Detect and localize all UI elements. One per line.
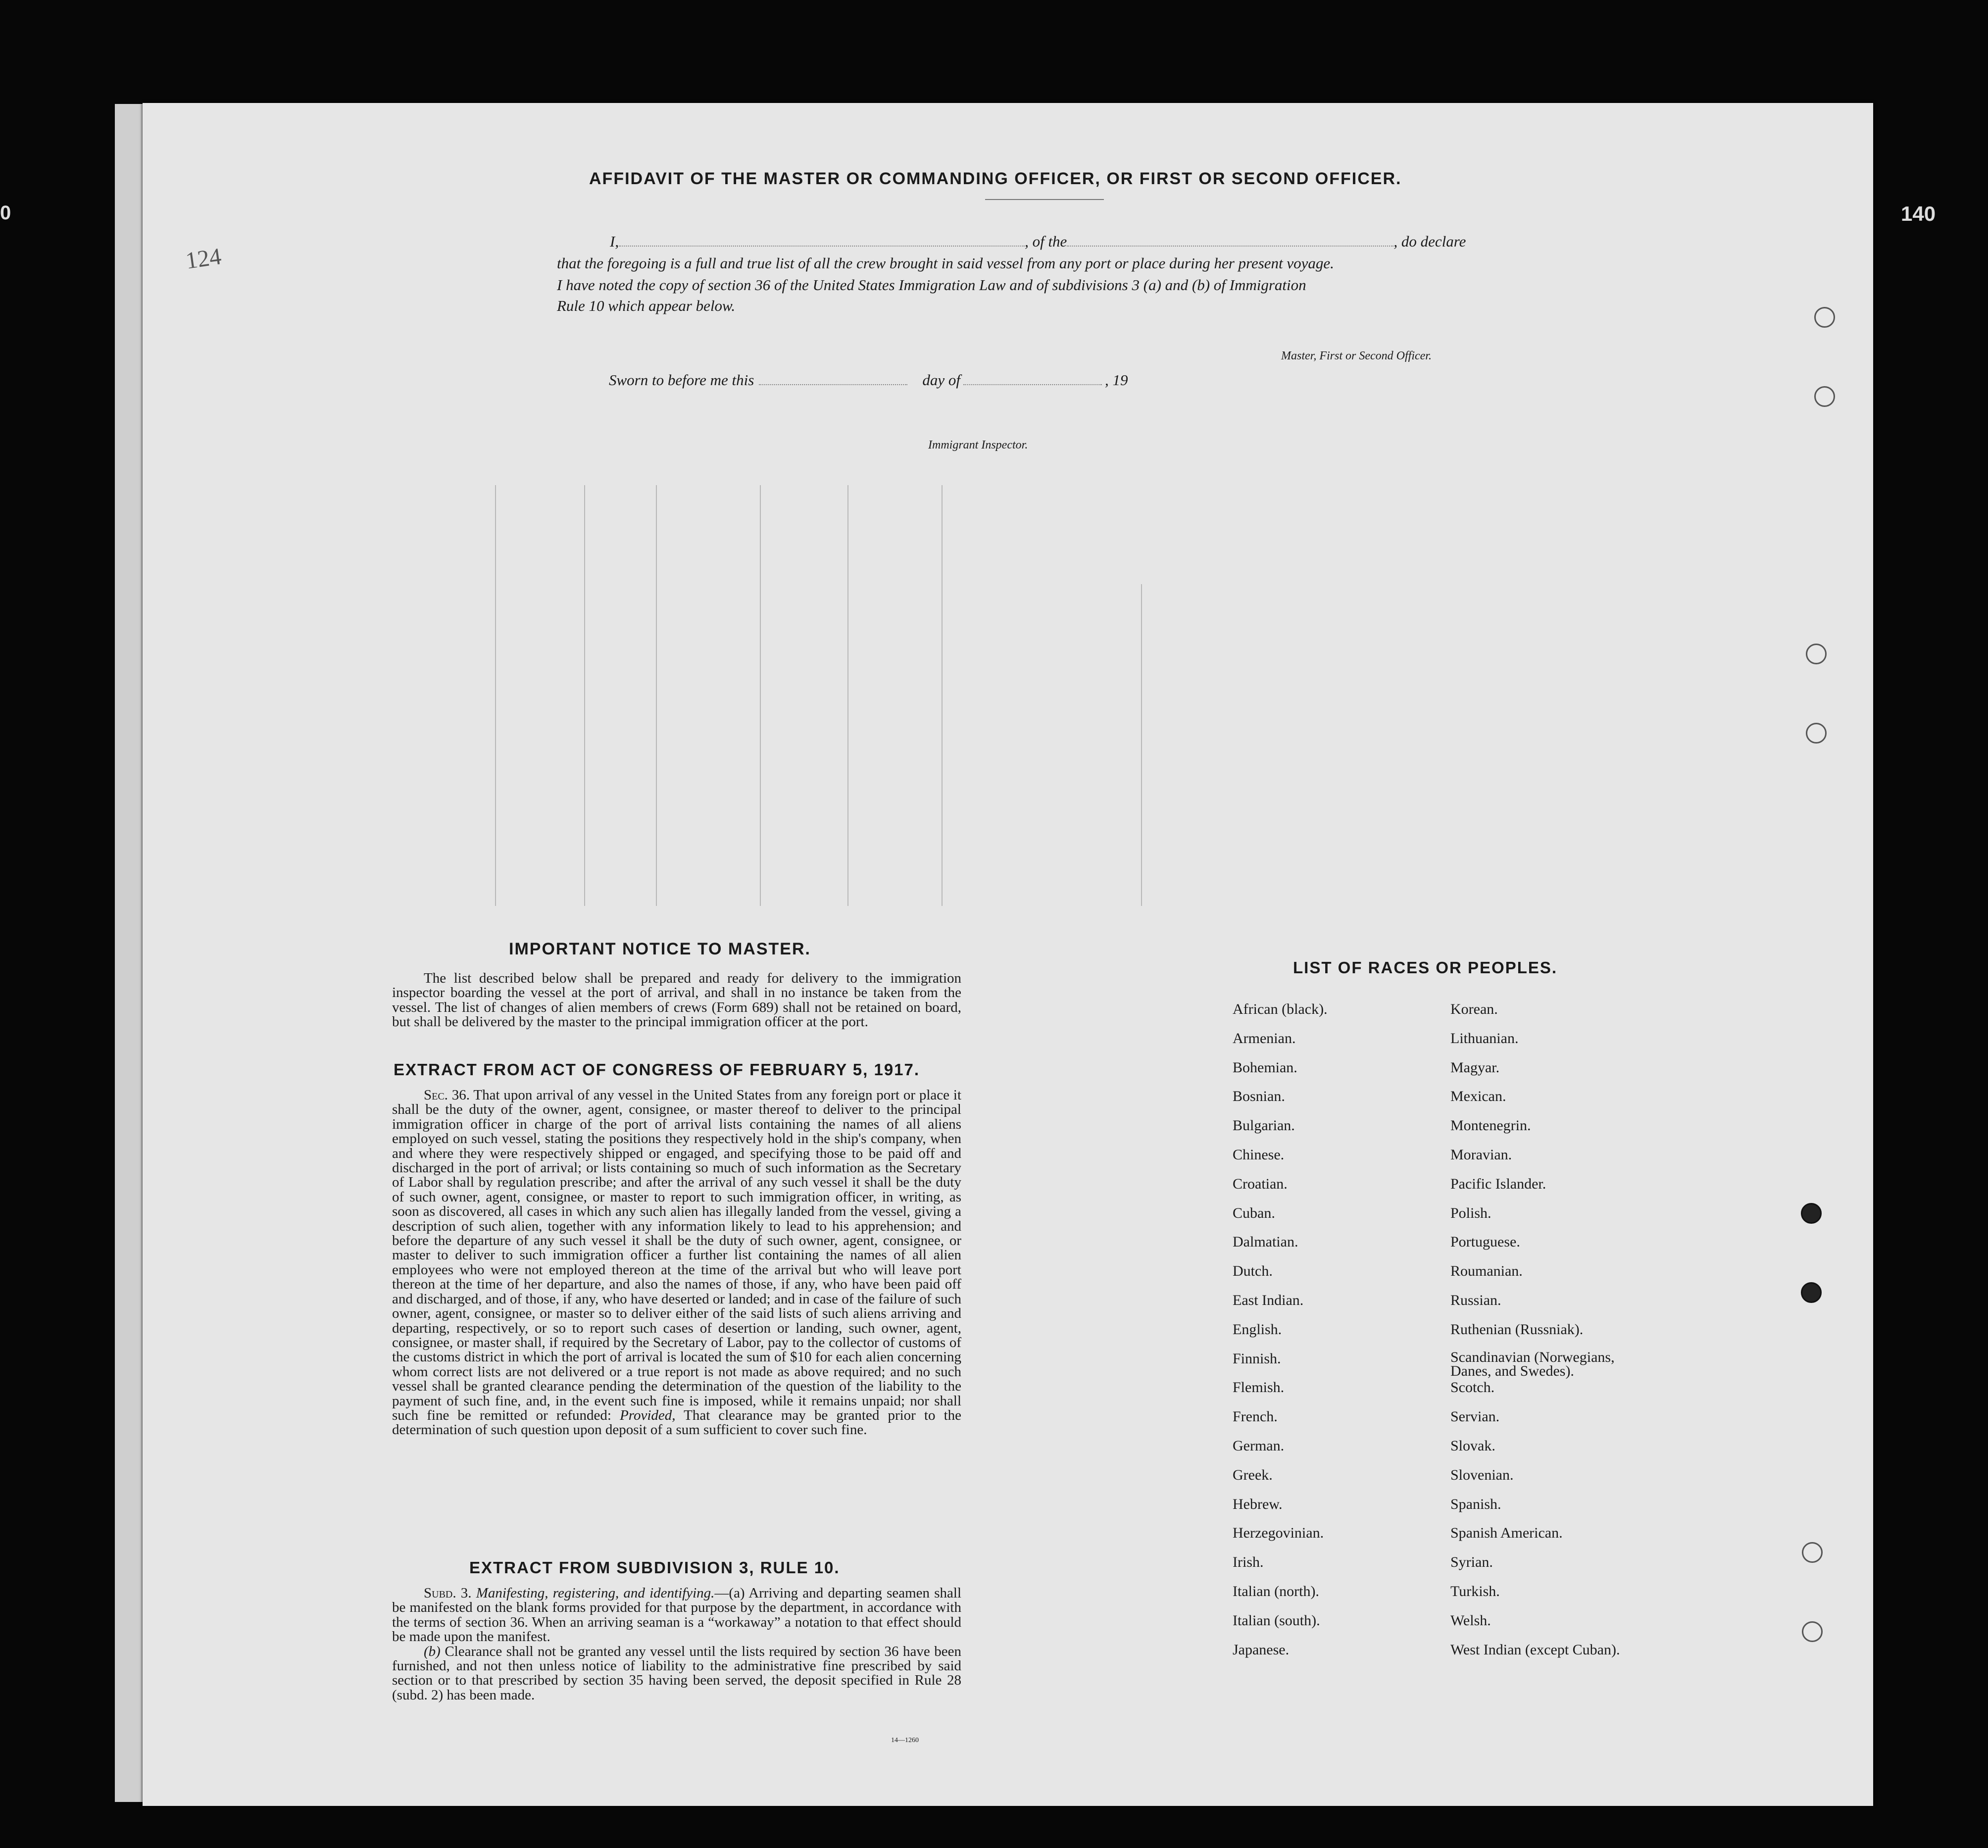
affidavit-line-3: I have noted the copy of section 36 of the United States Immigration Law and of subdivisions 3 (a) and (b) of Immigration — [557, 276, 1306, 294]
race-row — [1450, 1379, 1658, 1408]
race-name: Armenian. — [1233, 1030, 1296, 1047]
race-name: Polish. — [1450, 1204, 1491, 1221]
race-name: Portuguese. — [1450, 1234, 1520, 1250]
column-rule — [760, 485, 761, 906]
name-blank — [619, 246, 1025, 247]
race-row — [1450, 1350, 1658, 1380]
races-left-column — [1233, 1001, 1328, 1670]
punch-hole — [1806, 723, 1827, 744]
race-name: Turkish. — [1450, 1583, 1500, 1599]
race-name: Spanish. — [1450, 1496, 1501, 1512]
race-name: Spanish American. — [1450, 1525, 1563, 1542]
race-row — [1450, 1554, 1658, 1583]
race-row — [1233, 1350, 1328, 1380]
section-label: Sec. 36. — [424, 1087, 470, 1103]
day-of-label: day of — [922, 371, 960, 389]
race-name: Pacific Islander. — [1450, 1175, 1546, 1192]
race-name: Magyar. — [1450, 1059, 1500, 1076]
race-name: Flemish. — [1233, 1379, 1285, 1396]
race-name: Moravian. — [1450, 1146, 1512, 1163]
affidavit-title: AFFIDAVIT OF THE MASTER OR COMMANDING OFFICER, OR FIRST OR SECOND OFFICER. — [589, 169, 1402, 188]
race-row — [1450, 1234, 1658, 1263]
form-number: 14—1260 — [891, 1737, 919, 1744]
race-row — [1233, 1117, 1328, 1147]
race-row — [1233, 1176, 1328, 1205]
races-right-table — [1450, 1001, 1658, 1670]
race-row — [1450, 1525, 1658, 1554]
race-row — [1233, 1379, 1328, 1408]
proviso-label: Provided, — [620, 1407, 676, 1423]
column-rule — [495, 485, 496, 906]
race-row — [1233, 1059, 1328, 1089]
race-name: Lithuanian. — [1450, 1030, 1519, 1047]
race-row — [1450, 1205, 1658, 1234]
race-name: Slovenian. — [1450, 1466, 1514, 1483]
punch-hole — [1801, 1282, 1822, 1303]
vessel-blank — [1067, 246, 1393, 247]
subdivision-a-paragraph — [392, 1586, 961, 1645]
race-row — [1450, 1088, 1658, 1117]
race-row — [1233, 1554, 1328, 1583]
punch-hole — [1806, 644, 1827, 664]
race-name: Croatian. — [1233, 1175, 1288, 1192]
sworn-line — [609, 371, 1128, 389]
race-row — [1233, 1321, 1328, 1350]
race-name: Montenegrin. — [1450, 1117, 1531, 1134]
left-edge-number: 0 — [0, 202, 11, 224]
race-name: Russian. — [1450, 1292, 1501, 1308]
race-name: German. — [1233, 1437, 1285, 1454]
sworn-label: Sworn to before me this — [609, 371, 754, 389]
race-name: Welsh. — [1450, 1612, 1491, 1629]
race-row — [1233, 1496, 1328, 1525]
notice-text — [392, 971, 961, 1030]
rule-title: EXTRACT FROM SUBDIVISION 3, RULE 10. — [469, 1558, 840, 1577]
year-label: , 19 — [1104, 371, 1128, 389]
section-36-paragraph — [392, 1088, 961, 1438]
race-row — [1450, 1001, 1658, 1030]
races-right-column — [1450, 1001, 1658, 1670]
column-rule — [1141, 584, 1142, 906]
subdivision-heading: Manifesting, registering, and identifying. — [476, 1585, 715, 1601]
race-name: Bosnian. — [1233, 1088, 1285, 1105]
race-row — [1450, 1408, 1658, 1438]
race-name: Italian (north). — [1233, 1583, 1319, 1599]
race-name: Ruthenian (Russniak). — [1450, 1321, 1584, 1338]
punch-hole — [1802, 1621, 1823, 1642]
notice-paragraph: The list described below shall be prepared and ready for delivery to the immigration inspector boarding the vessel at the port of arrival, and shall in no instance be taken from the vessel. The list of changes of alien members of crews (Form 689) shall not be retained on board, but shall be delivered by the master to the principal immigration officer at the port. — [392, 970, 961, 1030]
race-name: African (black). — [1233, 1001, 1328, 1017]
race-row — [1450, 1292, 1658, 1321]
race-name: West Indian (except Cuban). — [1450, 1641, 1620, 1658]
race-name: Greek. — [1233, 1466, 1273, 1483]
sworn-month-blank — [963, 384, 1102, 385]
affidavit-line-2: that the foregoing is a full and true list of all the crew brought in said vessel from any port or place during her present voyage. — [557, 254, 1334, 272]
race-row — [1233, 1088, 1328, 1117]
subdivision-b-label: (b) — [424, 1643, 441, 1659]
sworn-day-blank — [759, 384, 907, 385]
section-text: That upon arrival of any vessel in the United States from any foreign port or place it shall be the duty of the owner, agent, consignee, or master thereof to deliver to the principal immigration officer in charge of the port of arrival lists containing the names of all aliens employed on such vessel, stating the positions they respectively hold in the ship's company, when and where they were respectively shipped or engaged, and specifying those to be paid off and discharged in the port of arrival; or lists containing so much of such information as the Secretary of Labor shall by regulation prescribe; and after the arrival of any such vessel it shall be the duty of such owner, agent, consignee, or master to report to such immigration officer, in writing, as soon as discovered, all cases in which any such alien has illegally landed from the vessel, giving a description of such alien, together with any information likely to lead to his apprehension; and before the departure of any such vessel it shall be the duty of such owner, agent, consignee, or master to deliver to such immigration officer a further list containing the names of all alien employees who were not employed thereon at the time of the arrival but who will leave port thereon at the time of her departure, and also the names of those, if any, who have been paid off and discharged, and of those, if any, who have deserted or landed; and in case of the failure of such owner, agent, consignee, or master so to deliver either of the said lists of such aliens arriving and departing, respectively, or so to report such cases of desertion or landing, such owner, agent, consignee, or master shall, if required by the Secretary of Labor, pay to the collector of customs of the customs district in which the port of arrival is located the sum of $10 for each alien concerning whom correct lists are not delivered or a true report is not made as above required; and no such vessel shall be granted clearance pending the determination of the question of the liability to the payment of such fine, and, in the event such fine is imposed, while it remains unpaid; nor shall such fine be remitted or refunded: — [392, 1087, 962, 1423]
race-name: Hebrew. — [1233, 1496, 1283, 1512]
race-row — [1450, 1321, 1658, 1350]
affidavit-of-the: , of the — [1025, 233, 1067, 250]
race-name: Scotch. — [1450, 1379, 1495, 1396]
race-row — [1233, 1642, 1328, 1671]
race-row — [1450, 1263, 1658, 1292]
race-name: Cuban. — [1233, 1204, 1275, 1221]
race-row — [1233, 1583, 1328, 1612]
race-name: Bulgarian. — [1233, 1117, 1295, 1134]
race-name: Mexican. — [1450, 1088, 1506, 1105]
race-row — [1233, 1612, 1328, 1642]
race-row — [1450, 1642, 1658, 1671]
race-name: East Indian. — [1233, 1292, 1304, 1308]
affidavit-i: I, — [610, 233, 619, 250]
race-name: English. — [1233, 1321, 1282, 1338]
race-row — [1450, 1059, 1658, 1089]
punch-hole — [1814, 386, 1835, 407]
race-row — [1233, 1467, 1328, 1496]
race-row — [1233, 1438, 1328, 1467]
affidavit-line-1 — [610, 233, 1466, 250]
affidavit-do-declare: , do declare — [1393, 233, 1466, 250]
race-row — [1450, 1496, 1658, 1525]
race-name: Roumanian. — [1450, 1263, 1523, 1280]
punch-hole — [1801, 1203, 1822, 1224]
race-name: Dalmatian. — [1233, 1234, 1298, 1250]
race-name: Italian (south). — [1233, 1612, 1320, 1629]
races-title: LIST OF RACES OR PEOPLES. — [1293, 958, 1558, 977]
race-row — [1233, 1525, 1328, 1554]
subdivision-label: Subd. 3. — [424, 1585, 472, 1601]
proviso-text: That clearance may be granted prior to the determination of such question upon deposit of a sum sufficient to cover such fine. — [392, 1407, 961, 1438]
race-name: Scandinavian (Norwegians, Danes, and Swedes). — [1450, 1349, 1615, 1379]
race-row — [1233, 1408, 1328, 1438]
rule-text — [392, 1586, 961, 1702]
title-rule — [985, 199, 1104, 200]
race-row — [1450, 1030, 1658, 1059]
race-row — [1233, 1263, 1328, 1292]
subdivision-a-text: —(a) Arriving and departing seamen shall be manifested on the blank forms provided for that purpose by the department, in accordance with the terms of section 36. When an arriving seaman is a “workaway” a notation to that effect should be made upon the manifest. — [392, 1585, 961, 1645]
underlying-page-edge — [115, 104, 143, 1802]
race-name: Syrian. — [1450, 1554, 1493, 1571]
race-name: Dutch. — [1233, 1263, 1273, 1280]
signature-label: Master, First or Second Officer. — [1281, 350, 1432, 362]
race-name: Bohemian. — [1233, 1059, 1297, 1076]
race-row — [1450, 1467, 1658, 1496]
race-row — [1233, 1030, 1328, 1059]
act-title: EXTRACT FROM ACT OF CONGRESS OF FEBRUARY 5, 1917. — [394, 1060, 920, 1079]
races-left-table — [1233, 1001, 1328, 1670]
punch-hole — [1814, 307, 1835, 328]
race-row — [1450, 1438, 1658, 1467]
race-row — [1450, 1176, 1658, 1205]
race-row — [1233, 1234, 1328, 1263]
race-name: Servian. — [1450, 1408, 1500, 1425]
inspector-label: Immigrant Inspector. — [928, 439, 1028, 451]
race-row — [1233, 1205, 1328, 1234]
race-row — [1450, 1583, 1658, 1612]
race-name: French. — [1233, 1408, 1278, 1425]
race-name: Chinese. — [1233, 1146, 1285, 1163]
subdivision-b-paragraph — [392, 1645, 961, 1703]
right-edge-number: 140 — [1901, 202, 1936, 225]
race-name: Slovak. — [1450, 1437, 1495, 1454]
race-name: Japanese. — [1233, 1641, 1290, 1658]
race-row — [1233, 1001, 1328, 1030]
race-row — [1450, 1147, 1658, 1176]
race-row — [1450, 1117, 1658, 1147]
subdivision-b-text: Clearance shall not be granted any vessel until the lists required by section 36 have been furnished, and not then unless notice of liability to the administrative fine prescribed by said section or to that prescribed by section 35 having been served, the deposit specified in Rule 28 (subd. 2) has been made. — [392, 1643, 962, 1703]
race-row — [1233, 1292, 1328, 1321]
column-rule — [942, 485, 943, 906]
race-name: Finnish. — [1233, 1350, 1281, 1367]
race-name: Korean. — [1450, 1001, 1498, 1017]
affidavit-line-4: Rule 10 which appear below. — [557, 297, 736, 314]
race-row — [1450, 1612, 1658, 1642]
race-name: Herzegovinian. — [1233, 1525, 1324, 1542]
act-text — [392, 1088, 961, 1438]
column-rule — [656, 485, 657, 906]
race-row — [1233, 1147, 1328, 1176]
race-name: Irish. — [1233, 1554, 1264, 1571]
punch-hole — [1802, 1542, 1823, 1563]
column-rule — [584, 485, 585, 906]
handwritten-margin-note: 124 — [184, 243, 223, 274]
notice-title: IMPORTANT NOTICE TO MASTER. — [509, 940, 811, 958]
column-rule — [847, 485, 848, 906]
